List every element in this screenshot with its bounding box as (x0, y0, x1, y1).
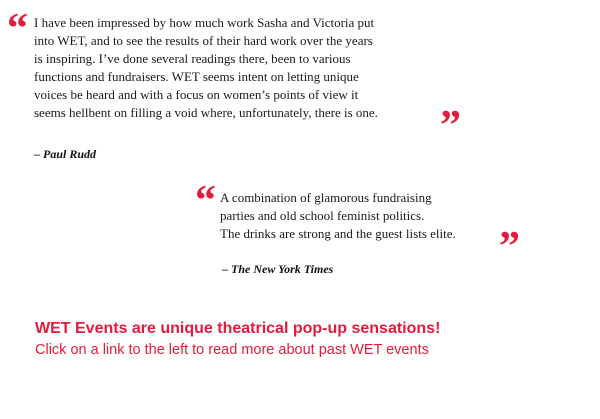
quote-paul-rudd (34, 14, 378, 122)
quote-line: A combination of glamorous fundraising (220, 190, 432, 205)
quote-line: The drinks are strong and the guest lists elite. (220, 226, 456, 241)
close-quote-mark-icon: ” (499, 224, 517, 270)
open-quote-mark-icon: “ (195, 178, 213, 224)
quote-line: seems hellbent on filling a void where, unfortunately, there is one. (34, 105, 378, 120)
promo-headline: WET Events are unique theatrical pop-up sensations! (35, 320, 441, 337)
quote-new-york-times (220, 189, 456, 243)
quote-line: into WET, and to see the results of their hard work over the years (34, 33, 373, 48)
quote-line: I have been impressed by how much work Sasha and Victoria put (34, 15, 375, 30)
quote-line: parties and old school feminist politics. (220, 208, 425, 223)
attribution-new-york-times: – The New York Times (222, 262, 334, 276)
close-quote-mark-icon: ” (440, 103, 458, 149)
quote-line: is inspiring. I’ve done several readings there, been to various (34, 51, 351, 66)
quote-line: functions and fundraisers. WET seems intent on letting unique (34, 69, 359, 84)
attribution-paul-rudd: – Paul Rudd (34, 147, 97, 161)
promo-subline-link[interactable]: Click on a link to the left to read more about past WET events (35, 342, 429, 358)
open-quote-mark-icon: “ (7, 6, 25, 52)
quote-line: voices be heard and with a focus on women’s points of view it (34, 87, 359, 102)
